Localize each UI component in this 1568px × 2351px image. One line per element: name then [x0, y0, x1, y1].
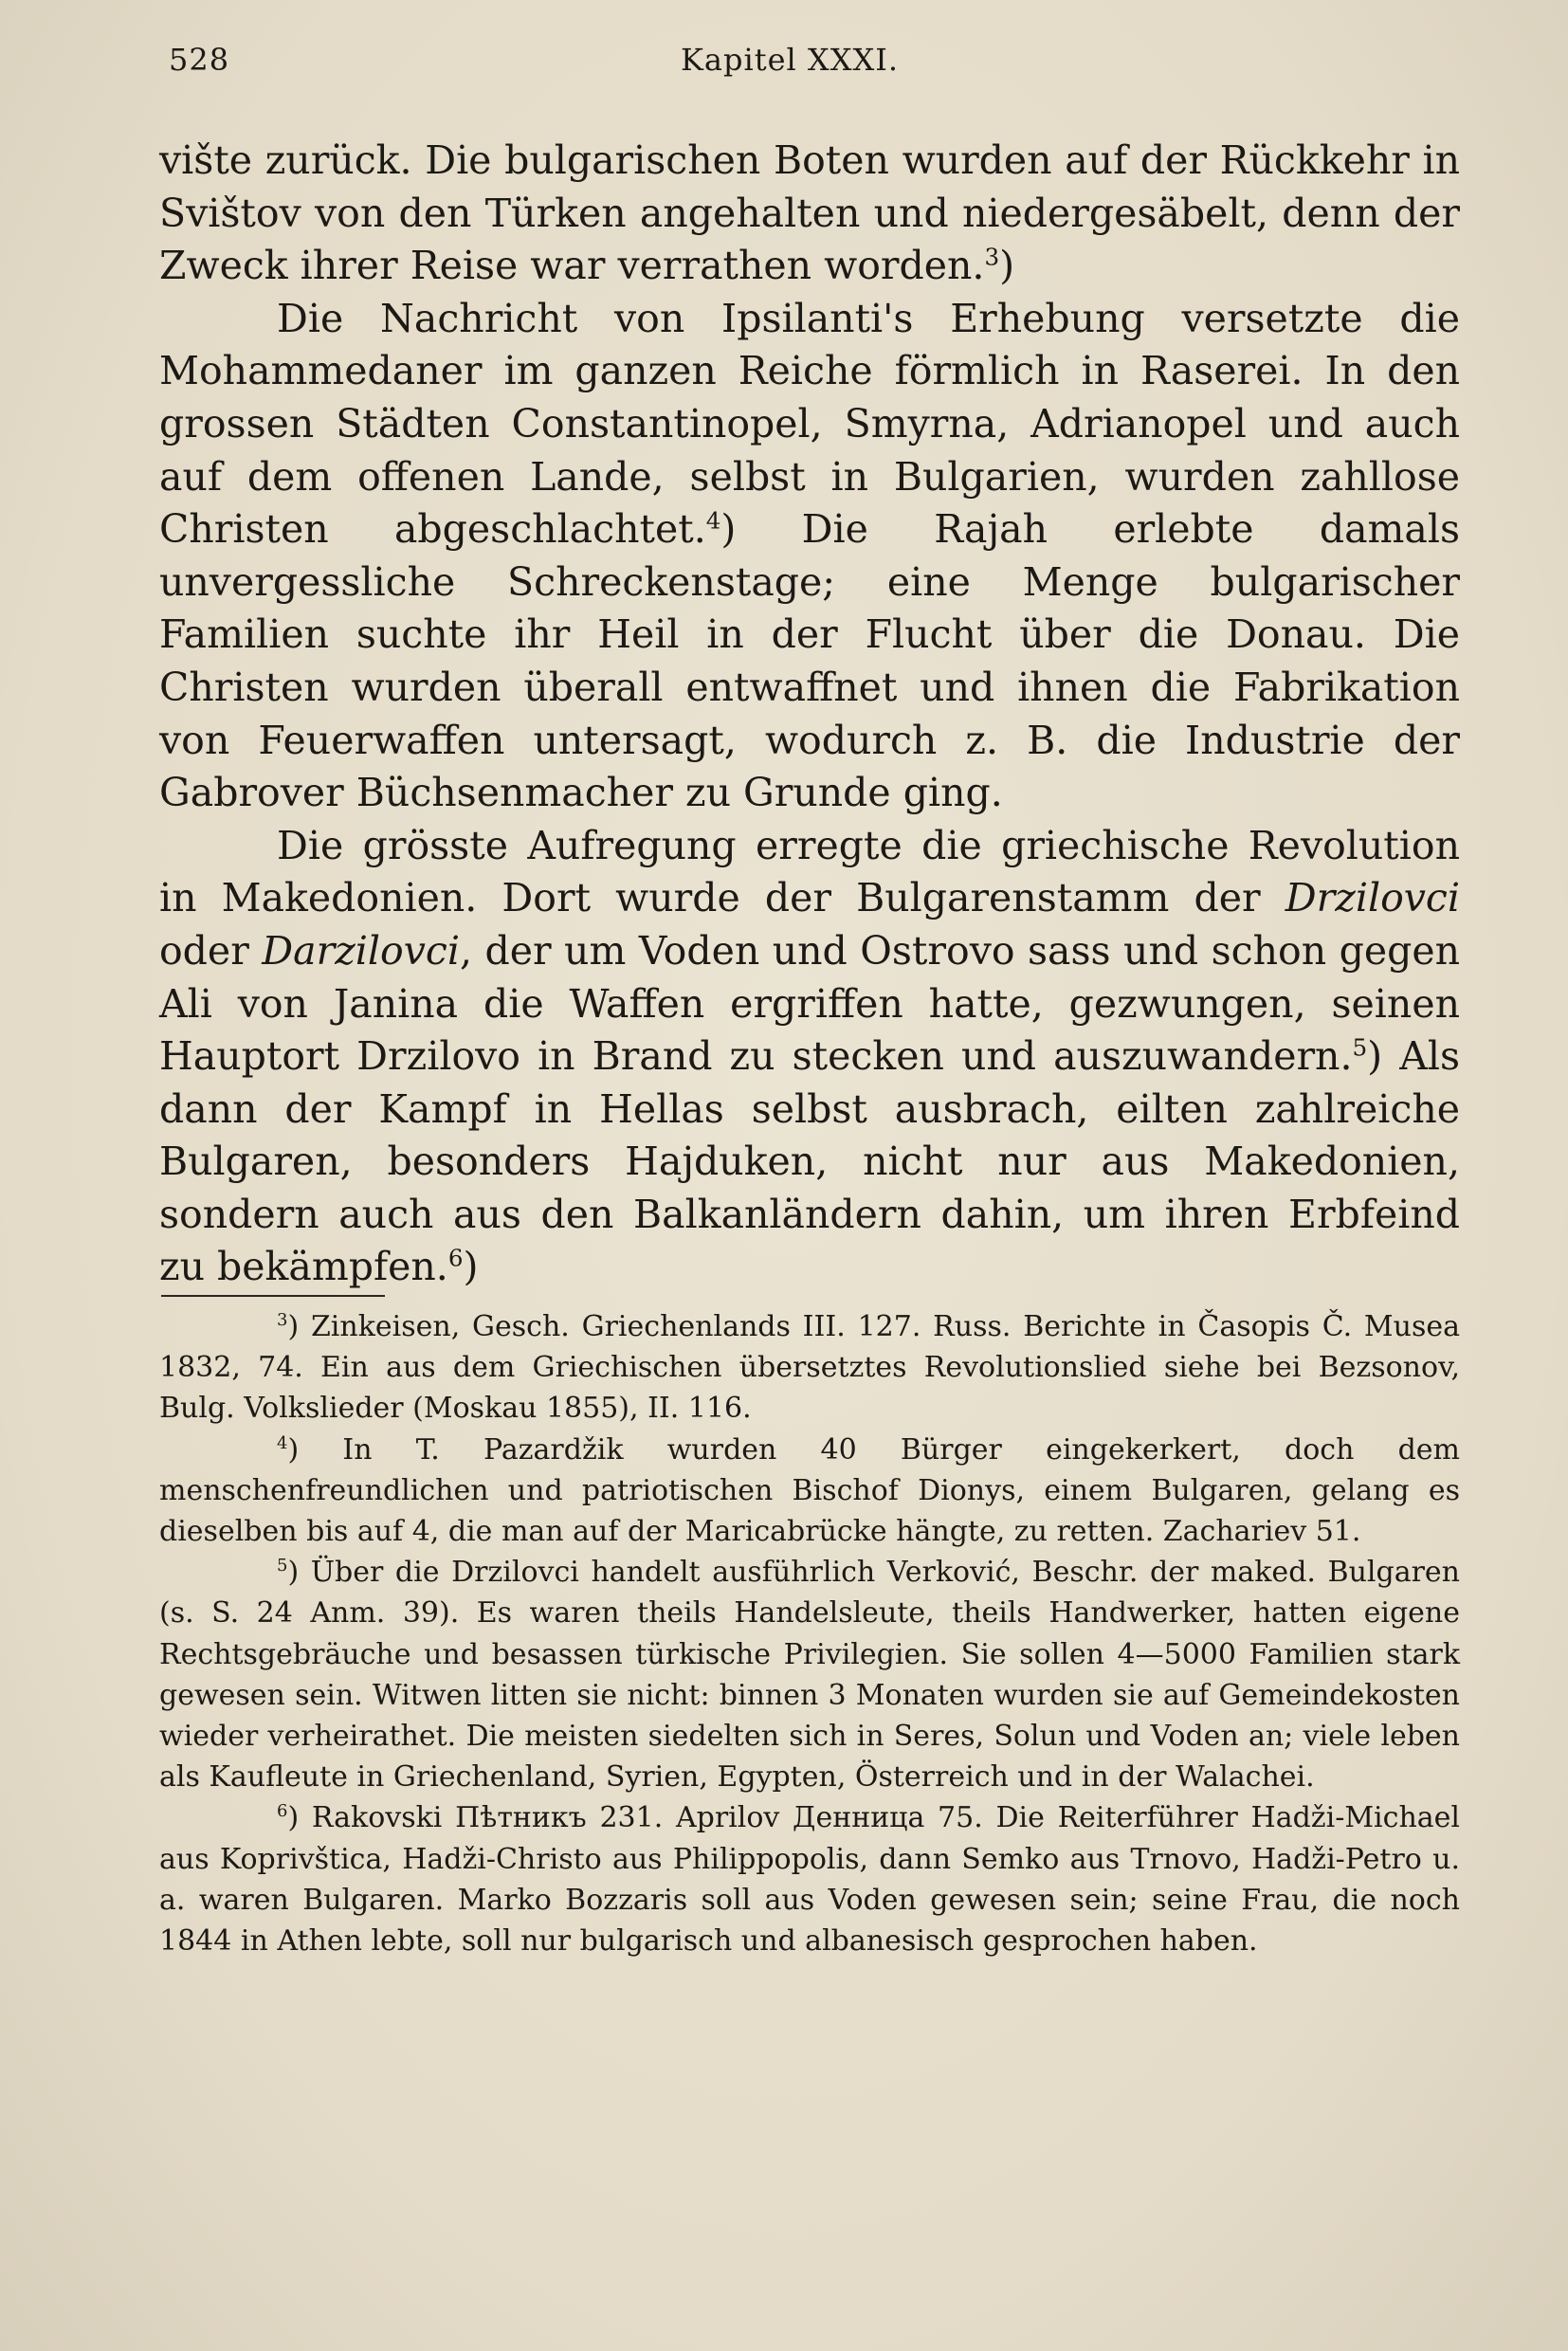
main-text — [159, 135, 1460, 1294]
footnote-5-number: 5 — [277, 1556, 288, 1576]
page-number: 528 — [169, 42, 230, 78]
footnote-4 — [159, 1430, 1460, 1553]
page-header — [169, 42, 1458, 89]
p3-italic-2: Darzilovci — [262, 927, 460, 974]
footnote-ref-6: 6 — [447, 1244, 464, 1272]
p3-text-2: oder — [159, 927, 263, 974]
footnote-3-text: ) Zinkeisen, Gesch. Griechenlands III. 127. Russ. Berichte in Časopis Č. Musea 1832, 74. Ein aus dem Griechischen übersetztes Revolutionslied siehe bei Bezsonov, Bulg. Volkslieder (Moskau 1855), II. 116. — [159, 1310, 1460, 1426]
p1-text-1: vište zurück. Die bulgarischen Boten wurden auf der Rückkehr in Svištov von den Türken angehalten und niedergesäbelt, denn der Zweck ihrer Reise war verrathen worden. — [159, 137, 1460, 289]
footnote-ref-3: 3 — [984, 243, 1000, 271]
p3-text-1: Die grösste Aufregung erregte die griechische Revolution in Makedonien. Dort wurde der Bulgarenstamm der — [159, 822, 1460, 921]
p3-text-4: ) Als dann der Kampf in Hellas selbst ausbrach, eilten zahlreiche Bulgaren, besonders Hajduken, nicht nur aus Makedonien, sondern auch aus den Balkanländern dahin, um ihren Erbfeind zu bekämpfen. — [159, 1033, 1460, 1290]
footnote-5 — [159, 1552, 1460, 1797]
paragraph-1 — [159, 135, 1460, 293]
footnote-5-text: ) Über die Drzilovci handelt ausführlich Verković, Beschr. der maked. Bulgaren (s. S. 24 Anm. 39). Es waren theils Handelsleute, theils Handwerker, hatten eigene Rechtsgebräuche und besassen türkische Privilegien. Sie sollen 4—5000 Familien stark gewesen sein. Witwen litten sie nicht: binnen 3 Monaten wurden sie auf Gemeindekosten wieder verheirathet. Die meisten siedelten sich in Seres, Solun und Voden an; viele leben als Kaufleute in Griechenland, Syrien, Egypten, Österreich und in der Walachei. — [159, 1556, 1460, 1795]
footnote-3-number: 3 — [277, 1310, 288, 1331]
p2-text-1: Die Nachricht von Ipsilanti's Erhebung versetzte die Mohammedaner im ganzen Reiche förmlich in Raserei. In den grossen Städten Constantinopel, Smyrna, Adrianopel und auch auf dem offenen Lande, selbst in Bulgarien, wurden zahllose Christen abgeschlachtet. — [159, 295, 1460, 553]
paragraph-2 — [159, 293, 1460, 820]
p3-text-5: ) — [463, 1244, 479, 1290]
footnote-6 — [159, 1797, 1460, 1961]
footnote-4-text: ) In T. Pazardžik wurden 40 Bürger eingekerkert, doch dem menschenfreundlichen und patriotischen Bischof Dionys, einem Bulgaren, gelang es dieselben bis auf 4, die man auf der Maricabrücke hängte, zu retten. Zachariev 51. — [159, 1432, 1460, 1549]
p3-italic-1: Drzilovci — [1285, 875, 1460, 921]
footnote-6-text: ) Rakovski Пѣтникъ 231. Aprilov Денница 75. Die Reiterführer Hadži-Michael aus Koprivštica, Hadži-Christo aus Philippopolis, dann Semko aus Trnovo, Hadži-Petro u. a. waren Bulgaren. Marko Bozzaris soll aus Voden gewesen sein; seine Frau, die noch 1844 in Athen lebte, soll nur bulgarisch und albanesisch gesprochen haben. — [159, 1801, 1460, 1959]
running-head: Kapitel XXXI. — [681, 42, 900, 78]
p1-text-2: ) — [999, 243, 1015, 289]
footnote-ref-5: 5 — [1352, 1033, 1368, 1062]
footnotes — [159, 1306, 1460, 1961]
footnote-3 — [159, 1306, 1460, 1430]
footnote-ref-4: 4 — [705, 506, 721, 535]
p2-text-2: ) Die Rajah erlebte damals unvergessliche Schreckenstage; eine Menge bulgarischer Familien suchte ihr Heil in der Flucht über die Donau. Die Christen wurden überall entwaffnet und ihnen die Fabrikation von Feuerwaffen untersagt, wodurch z. B. die Industrie der Gabrover Büchsenmacher zu Grunde ging. — [159, 506, 1460, 816]
footnote-separator — [161, 1295, 385, 1297]
p3-text-3: , der um Voden und Ostrovo sass und schon gegen Ali von Janina die Waffen ergriffen hatte, gezwungen, seinen Hauptort Drzilovo in Brand zu stecken und auszuwandern. — [159, 927, 1461, 1080]
footnote-4-number: 4 — [277, 1432, 288, 1453]
footnote-6-number: 6 — [277, 1801, 288, 1822]
paragraph-3 — [159, 820, 1460, 1294]
